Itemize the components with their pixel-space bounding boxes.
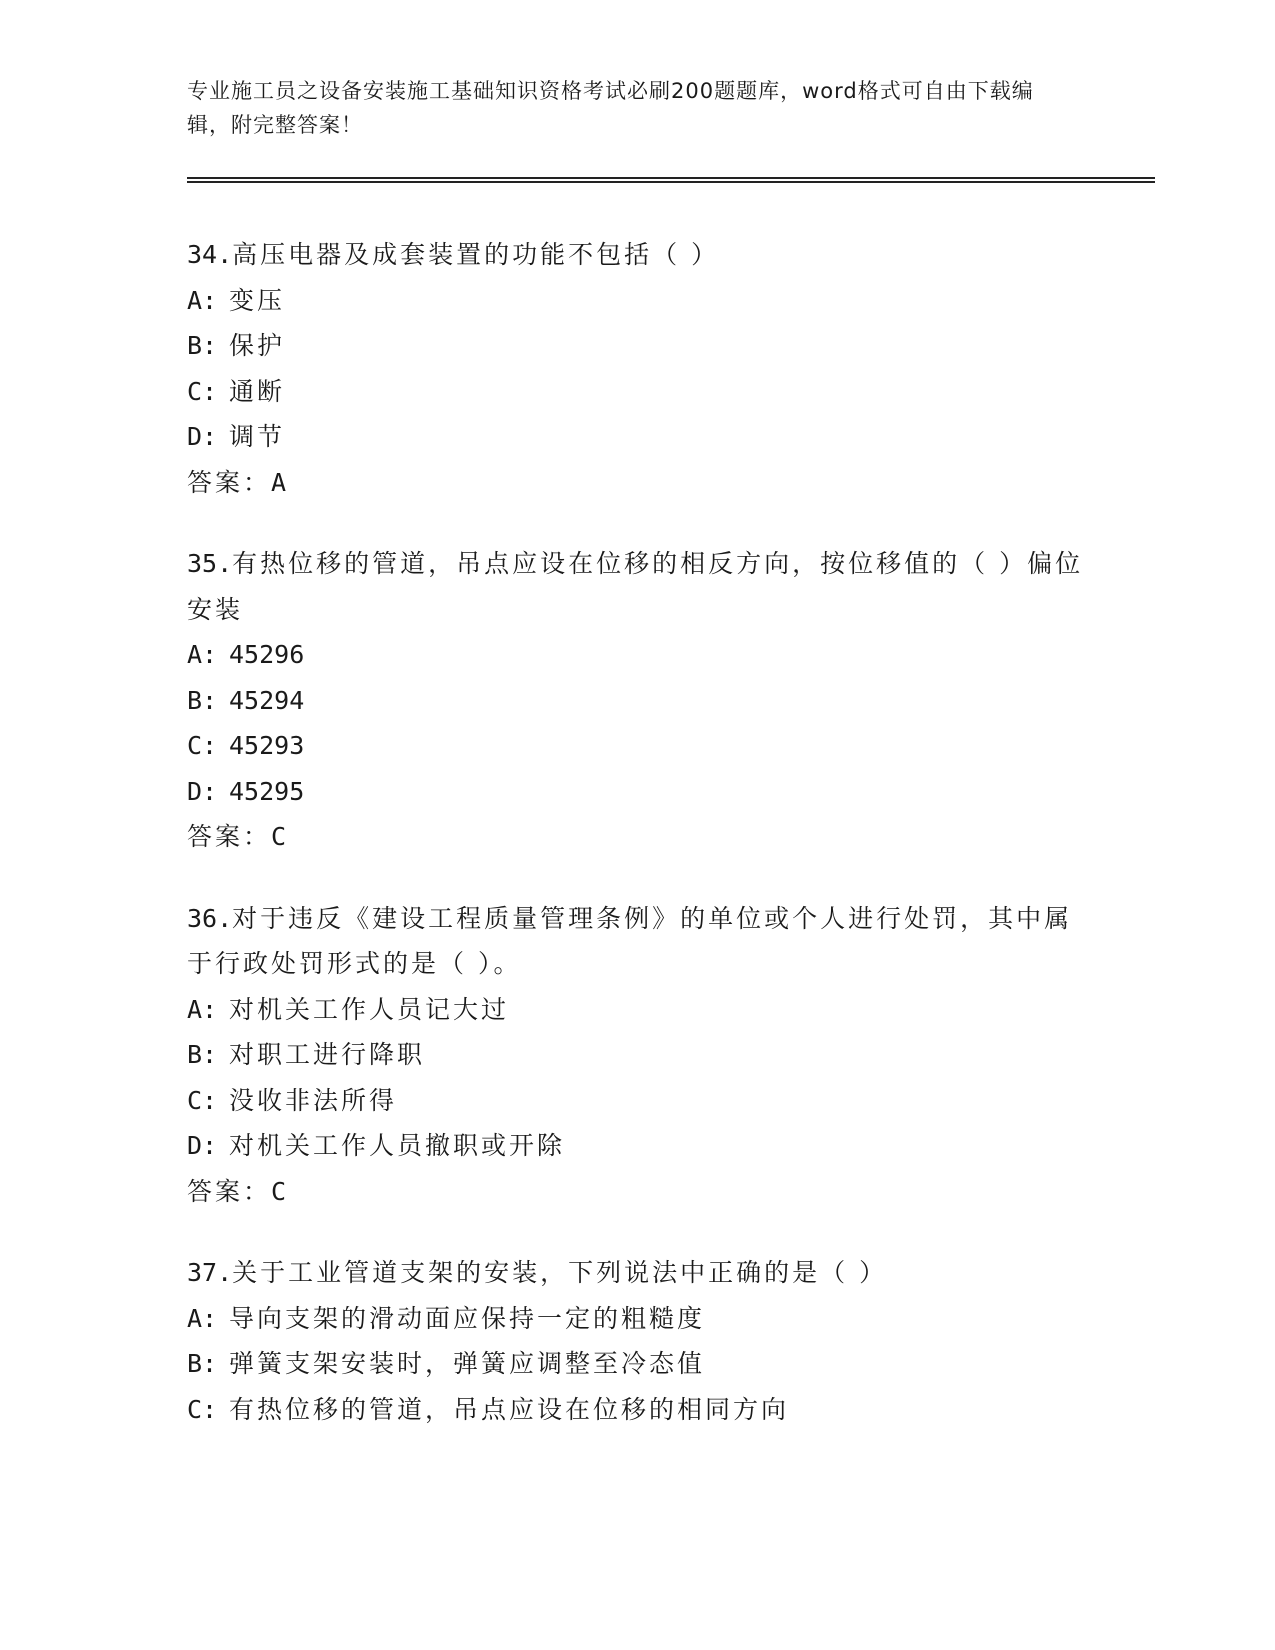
option-letter: C: [187,1394,218,1424]
answer-value: C [271,822,287,851]
option-text: 45294 [229,685,305,715]
option-text: 对机关工作人员记大过 [229,994,510,1024]
option-b [187,1341,1087,1387]
answer-label: 答案： [187,1176,272,1206]
question-number: 34. [187,240,233,269]
option-text: 弹簧支架安装时，弹簧应调整至冷态值 [229,1349,706,1378]
question-35 [187,541,1087,860]
question-text [187,1250,1087,1296]
option-a [187,278,1087,324]
option-text: 变压 [229,285,286,315]
option-c [187,723,1087,769]
question-37 [187,1250,1087,1432]
document-header: 专业施工员之设备安装施工基础知识资格考试必刷200题题库，word格式可自由下载编辑，附完整答案！ [187,79,1034,137]
option-letter: D: [187,1131,218,1160]
option-letter: D: [187,776,218,806]
answer-label: 答案： [187,467,272,497]
option-b [187,323,1087,369]
option-a [187,1296,1087,1342]
option-d [187,414,1087,460]
option-d [187,769,1087,815]
option-text: 保护 [229,331,286,360]
question-stem: 对于违反《建设工程质量管理条例》的单位或个人进行处罚，其中属于行政处罚形式的是（ ）。 [187,903,1073,978]
option-c [187,1387,1087,1433]
question-stem: 关于工业管道支架的安装，下列说法中正确的是（ ） [232,1258,888,1287]
question-number: 35. [187,549,233,578]
question-text [187,232,1087,278]
option-letter: A: [187,285,218,315]
question-stem: 有热位移的管道，吊点应设在位移的相反方向，按位移值的（ ）偏位安装 [187,549,1084,624]
option-letter: D: [187,422,218,451]
option-text: 45296 [229,640,305,669]
question-number: 36. [187,903,233,933]
question-text [187,541,1087,632]
answer-label: 答案： [187,822,272,851]
option-letter: B: [187,331,218,360]
option-b [187,678,1087,724]
option-text: 导向支架的滑动面应保持一定的粗糙度 [229,1303,706,1333]
option-text: 有热位移的管道，吊点应设在位移的相同方向 [229,1394,790,1424]
option-letter: C: [187,1085,218,1115]
option-letter: B: [187,1349,218,1378]
option-c [187,1078,1087,1124]
question-text [187,896,1087,987]
option-text: 对职工进行降职 [229,1040,426,1069]
option-text: 对机关工作人员撤职或开除 [229,1131,566,1160]
option-letter: A: [187,1303,218,1333]
option-a [187,632,1087,678]
option-d [187,1123,1087,1169]
question-34 [187,232,1087,505]
option-c [187,369,1087,415]
question-stem: 高压电器及成套装置的功能不包括（ ） [232,240,720,269]
answer-line [187,1169,1087,1215]
answer-value: A [271,467,287,497]
option-letter: A: [187,640,218,669]
answer-value: C [271,1176,287,1206]
question-list [187,232,1087,1468]
option-letter: B: [187,1040,218,1069]
option-text: 没收非法所得 [229,1085,398,1115]
question-number: 37. [187,1258,233,1287]
answer-line [187,814,1087,860]
option-letter: C: [187,731,218,760]
option-b [187,1032,1087,1078]
answer-line [187,460,1087,506]
option-text: 调节 [229,422,286,451]
option-text: 45295 [229,776,305,806]
option-text: 通断 [229,376,286,406]
option-letter: B: [187,685,218,715]
option-text: 45293 [229,731,305,760]
question-36 [187,896,1087,1215]
option-letter: A: [187,994,218,1024]
option-a [187,987,1087,1033]
header-divider [187,177,1155,183]
option-letter: C: [187,376,218,406]
